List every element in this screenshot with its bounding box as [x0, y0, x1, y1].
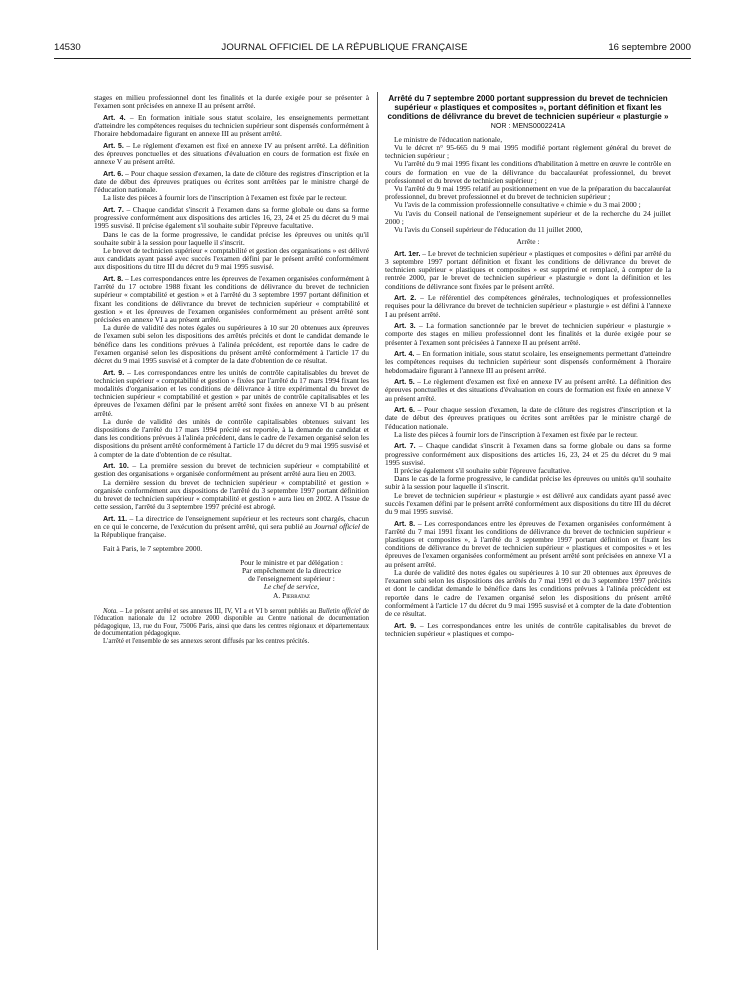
right-column — [385, 94, 671, 638]
paragraph: Il précise également s'il souhaite subir l'épreuve facultative. — [394, 466, 572, 476]
decree-title: Arrêté du 7 septembre 2000 portant suppression du brevet de technicien supérieur « plastiques et composites », portant définition et fixant les conditions de délivrance du brevet de technicien supérieur « plasturgie » — [387, 94, 669, 122]
article-11: Art. 11. – La directrice de l'enseignement supérieur et les recteurs sont chargés, chacun en ce qui le concerne, de l'exécution du présent arrêté, qui sera publié au Journal officiel de la République française. — [94, 513, 369, 540]
article-8: Art. 8. – Les correspondances entre les épreuves de l'examen organisées conformément à l'arrêté du 7 mai 1991 fixant les conditions de délivrance du brevet de technicien supérieur « plastiques et composites », à l'arrêté du 3 septembre 1997 portant définition et fixant les conditions de délivrance du brevet de technicien supérieur « plastiques et composites » et les épreuves de l'examen organisées conformément au présent arrêté sont précisées en annexe VI a au présent arrêté. — [385, 518, 671, 569]
article-7: Art. 7. – Chaque candidat s'inscrit à l'examen dans sa forme globale ou dans sa forme progressive conformément aux dispositions des articles 16, 23, 24 et 25 du décret du 9 mai 1995 susvisé. — [385, 441, 671, 467]
signatory-name: A. Pierrataz — [273, 590, 310, 600]
paragraph: Vu l'avis de la commission professionnelle consultative « chimie » du 3 mai 2000 ; — [394, 200, 641, 210]
paragraph: Vu l'avis du Conseil national de l'enseignement supérieur et de la recherche du 24 juillet 2000 ; — [385, 208, 671, 226]
article-5: Art. 5. – Le règlement d'examen est fixé en annexe IV au présent arrêté. La définition des épreuves ponctuelles et des situations d'évaluation en cours de formation est fixée en annexe V au présent arrêté. — [385, 377, 671, 403]
paragraph: La dernière session du brevet de technicien supérieur « comptabilité et gestion » organisée conformément aux dispositions de l'arrêté du 3 septembre 1997 portant définition du brevet de technicien supérieur « comptabilité et gestion » aura lieu en 2002. A l'issue de cette session, l'arrêté du 3 septembre 1997 précité est abrogé. — [94, 477, 369, 512]
nota-2: L'arrêté et l'ensemble de ses annexes seront diffusés par les centres précités. — [103, 637, 310, 645]
article-10: Art. 10. – La première session du brevet de technicien supérieur « comptabilité et gestion des organisations » organisée conformément au présent arrêté aura lieu en 2003. — [94, 461, 369, 479]
article-9: Art. 9. – Les correspondances entre les unités de contrôle capitalisables du brevet de technicien supérieur « comptabilité et gestion » fixées par l'arrêté du 17 mars 1994 fixant les modalités d'organisation et les conditions de délivrance à titre expérimental du brevet de technicien supérieur « comptabilité et gestion » par unités de contrôle capitalisables et les épreuves de l'examen défini par le présent arrêté sont fixées en annexe VI b au présent arrêté. — [94, 367, 369, 418]
paragraph: Dans le cas de la forme progressive, le candidat précise les épreuves ou unités qu'il souhaite subir à la session pour laquelle il s'inscrit. — [94, 229, 369, 247]
paragraph: Vu l'arrêté du 9 mai 1995 fixant les conditions d'habilitation à mettre en œuvre le contrôle en cours de formation en vue de la délivrance du baccalauréat professionnel, du brevet professionnel et du brevet de technicien supérieur ; — [385, 159, 671, 185]
article-8: Art. 8. – Les correspondances entre les épreuves de l'examen organisées conformément à l'arrêté du 17 octobre 1988 fixant les conditions de délivrance du brevet de technicien supérieur « comptabilité et gestion » et à l'arrêté du 3 septembre 1997 portant définition et fixant les conditions de délivrance du brevet de technicien supérieur « comptabilité et gestion » et les épreuves de l'examen organisées conformément au présent arrêté sont précisées en annexe VI a au présent arrêté. — [94, 274, 369, 325]
paragraph: Le ministre de l'éducation nationale, — [394, 134, 503, 144]
paragraph: Le brevet de technicien supérieur « comptabilité et gestion des organisations » est délivré aux candidats ayant passé avec succès l'examen défini par le présent arrêté conformément aux dispositions du titre III du décret du 9 mai 1995 susvisé. — [94, 246, 369, 272]
paragraph: Vu le décret n° 95-665 du 9 mai 1995 modifié portant règlement général du brevet de technicien supérieur ; — [385, 143, 671, 161]
signature-line: Par empêchement de la directrice — [241, 565, 342, 575]
paragraph: Le brevet de technicien supérieur « plasturgie » est délivré aux candidats ayant passé avec succès l'examen défini par le présent arrêté conformément aux dispositions du titre III du décret du 9 mai 1995 susvisé. — [385, 490, 671, 517]
article-3: Art. 3. – La formation sanctionnée par le brevet de technicien supérieur « plasturgie » comporte des stages en milieu professionnel dont les finalités et la durée exigée pour se présenter à l'examen sont précisées à l'annexe II au présent arrêté. — [385, 321, 671, 347]
nota: Nota. – Le présent arrêté et ses annexes III, IV, VI a et VI b seront publiés au Bulletin officiel de l'éducation nationale du 12 octobre 2000 disponible au Centre national de documentation pédagogique, 13, rue du Four, 75006 Paris, ainsi que dans les centres régionaux et départementaux de documentation pédagogique. — [94, 607, 369, 638]
paragraph: La liste des pièces à fournir lors de l'inscription à l'examen est fixée par le recteur. — [103, 193, 347, 203]
paragraph: La durée de validité des notes égales ou supérieures à 10 sur 20 obtenues aux épreuves de l'examen subi selon les dispositions des arrêtés du 7 mai 1991 et du 3 septembre 1997 précités et dont le candidat demande le bénéfice dans les conditions prévues à l'alinéa précédent est reportée dans le cadre de l'examen organisé selon les dispositions du présent arrêté conformément à l'article 17 du décret du 9 mai 1995 susvisé et à compter de la date d'obtention de ce résultat. — [385, 567, 671, 618]
nor-reference: NOR : MENS0002241A — [490, 121, 566, 130]
signature-block — [214, 559, 369, 600]
paragraph: stages en milieu professionnel dont les finalités et la durée exigée pour se présenter à l'examen sont précisées en annexe II au présent arrêté. — [94, 93, 369, 111]
column-divider — [377, 92, 378, 950]
article-2: Art. 2. – Le référentiel des compétences générales, technologiques et professionnelles requises pour la délivrance du brevet de technicien supérieur « plasturgie » est défini à l'annexe I au présent arrêté. — [385, 293, 672, 319]
publication-date: 16 septembre 2000 — [608, 42, 691, 53]
article-6: Art. 6. – Pour chaque session d'examen, la date de clôture des registres d'inscription et la date de début des épreuves pratiques ou écrites sont arrêtées par le ministre chargé de l'éducation nationale. — [385, 405, 671, 431]
paragraph: La durée de validité des unités de contrôle capitalisables obtenues suivant les dispositions de l'arrêté du 17 mars 1994 précité est reportée, à la demande du candidat et dans les conditions prévues à l'alinéa précédent, dans le cadre de l'examen organisé selon les dispositions du présent arrêté conformément à l'article 17 du décret du 9 mai 1995 susvisé et à compter de la date d'obtention de ce résultat. — [94, 416, 370, 459]
paragraph: La durée de validité des notes égales ou supérieures à 10 sur 20 obtenues aux épreuves de l'examen subi selon les dispositions des arrêtés précités et dont le candidat demande le bénéfice dans les conditions prévues à l'alinéa précédent, est reportée dans le cadre de l'examen organisé selon les dispositions du présent arrêté conformément à l'article 17 du décret du 9 mai 1995 susvisé et à compter de la date d'obtention de ce résultat. — [94, 323, 369, 366]
signature-line: Le chef de service, — [263, 582, 320, 592]
signature-line: Pour le ministre et par délégation : — [240, 557, 343, 567]
page-header — [54, 42, 691, 59]
signature-date: Fait à Paris, le 7 septembre 2000. — [103, 544, 203, 554]
signature-line: de l'enseignement supérieur : — [248, 574, 335, 584]
page-number: 14530 — [54, 42, 81, 53]
article-5: Art. 5. – Le règlement d'examen est fixé en annexe IV au présent arrêté. La définition des épreuves ponctuelles et des situations d'évaluation en cours de formation est fixée en annexe V au présent arrêté. — [94, 140, 369, 167]
paragraph: Vu l'arrêté du 9 mai 1995 relatif au positionnement en vue de la préparation du baccalauréat professionnel, du brevet professionnel et du brevet de technicien supérieur ; — [385, 184, 671, 202]
article-9: Art. 9. – Les correspondances entre les unités de contrôle capitalisables du brevet de technicien supérieur « plastiques et compo- — [385, 620, 671, 638]
article-7: Art. 7. – Chaque candidat s'inscrit à l'examen dans sa forme globale ou dans sa forme progressive conformément aux dispositions des articles 16, 23, 24 et 25 du décret du 9 mai 1995 susvisé. Il précise également s'il souhaite subir l'épreuve facultative. — [94, 205, 369, 231]
paragraph: Vu l'avis du Conseil supérieur de l'éducation du 11 juillet 2000, — [394, 225, 583, 235]
article-6: Art. 6. – Pour chaque session d'examen, la date de clôture des registres d'inscription et la date de début des épreuves pratiques ou écrites sont arrêtées par le ministre chargé de l'éducation nationale. — [94, 168, 369, 195]
paragraph: Dans le cas de la forme progressive, le candidat précise les épreuves ou unités qu'il souhaite subir à la session pour laquelle il s'inscrit. — [385, 474, 671, 492]
article-4: Art. 4. – En formation initiale sous statut scolaire, les enseignements permettant d'atteindre les compétences requises du technicien supérieur sont dispensés conformément à l'horaire hebdomadaire figurant en annexe III au présent arrêté. — [94, 112, 369, 139]
left-column — [94, 94, 369, 645]
article-1: Art. 1er. – Le brevet de technicien supérieur « plastiques et composites » défini par arrêté du 3 septembre 1997 portant définition et fixant les conditions de délivrance du brevet de technicien supérieur « plastiques et composites » est supprimé et remplacé, à compter de la rentrée 2000, par le brevet de technicien supérieur « plasturgie » dont la définition et les conditions de délivrance sont fixées par le présent arrêté. — [385, 248, 671, 291]
article-4: Art. 4. – En formation initiale, sous statut scolaire, les enseignements permettant d'atteindre les compétences requises du technicien supérieur sont dispensés conformément à l'horaire hebdomadaire figurant à l'annexe III au présent arrêté. — [385, 349, 671, 375]
journal-title: JOURNAL OFFICIEL DE LA RÉPUBLIQUE FRANÇAISE — [221, 42, 468, 53]
paragraph: La liste des pièces à fournir lors de l'inscription à l'examen est fixée par le recteur. — [394, 429, 638, 439]
arrete-heading: Arrête : — [516, 237, 540, 247]
